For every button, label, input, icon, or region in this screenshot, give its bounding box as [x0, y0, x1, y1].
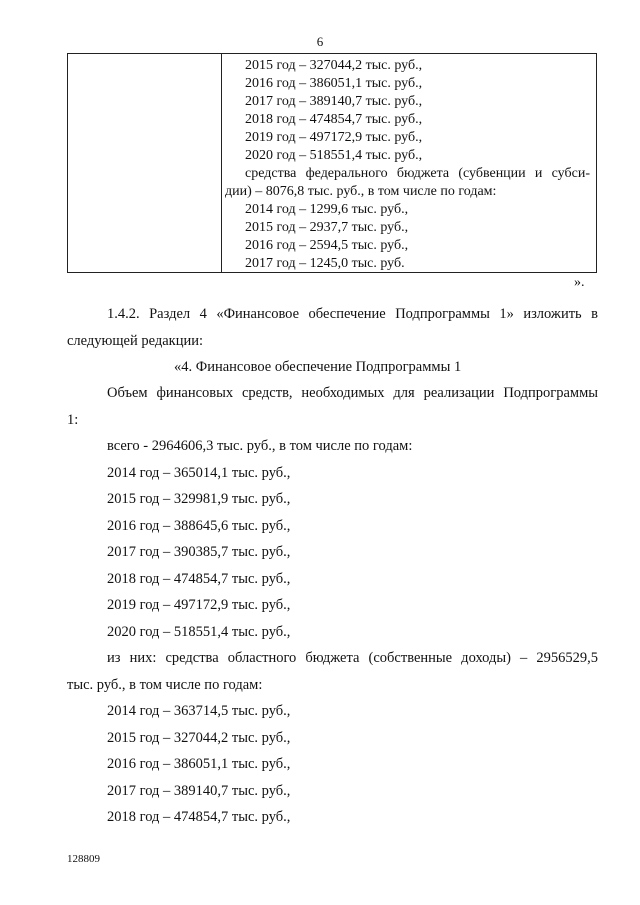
table-line: 2015 год – 2937,7 тыс. руб., — [245, 220, 409, 235]
section-heading: «4. Финансовое обеспечение Подпрограммы 1 — [174, 359, 462, 375]
year-amount-line: 2018 год – 474854,7 тыс. руб., — [107, 809, 291, 825]
amendment-line: следующей редакции: — [67, 333, 204, 349]
table-line: 2017 год – 389140,7 тыс. руб., — [245, 94, 423, 109]
table-line: 2015 год – 327044,2 тыс. руб., — [245, 58, 423, 73]
table-line: средства федерального бюджета (субвенции и субси- — [245, 166, 590, 181]
year-amount-line: 2015 год – 327044,2 тыс. руб., — [107, 730, 291, 746]
table-line: дии) – 8076,8 тыс. руб., в том числе по годам: — [225, 184, 497, 199]
table-line: 2020 год – 518551,4 тыс. руб., — [245, 148, 423, 163]
total-line: всего - 2964606,3 тыс. руб., в том числе по годам: — [107, 438, 413, 454]
year-amount-line: 2014 год – 365014,1 тыс. руб., — [107, 465, 291, 481]
regional-line: тыс. руб., в том числе по годам: — [67, 677, 263, 693]
volume-line: Объем финансовых средств, необходимых для реализации Подпрограммы — [107, 385, 598, 401]
year-amount-line: 2017 год – 389140,7 тыс. руб., — [107, 783, 291, 799]
footer-document-code: 128809 — [67, 853, 100, 865]
table-line: 2019 год – 497172,9 тыс. руб., — [245, 130, 423, 145]
page-number: 6 — [316, 34, 324, 49]
year-amount-line: 2018 год – 474854,7 тыс. руб., — [107, 571, 291, 587]
table-line: 2016 год – 2594,5 тыс. руб., — [245, 238, 409, 253]
year-amount-line: 2016 год – 388645,6 тыс. руб., — [107, 518, 291, 534]
year-amount-line: 2016 год – 386051,1 тыс. руб., — [107, 756, 291, 772]
year-amount-line: 2014 год – 363714,5 тыс. руб., — [107, 703, 291, 719]
year-amount-line: 2015 год – 329981,9 тыс. руб., — [107, 491, 291, 507]
year-amount-line: 2020 год – 518551,4 тыс. руб., — [107, 624, 291, 640]
volume-line: 1: — [67, 412, 79, 428]
amendment-line: 1.4.2. Раздел 4 «Финансовое обеспечение Подпрограммы 1» изложить в — [107, 306, 598, 322]
year-amount-line: 2019 год – 497172,9 тыс. руб., — [107, 597, 291, 613]
closing-quote: ». — [574, 275, 585, 290]
table-line: 2017 год – 1245,0 тыс. руб. — [245, 256, 405, 271]
table-column-divider — [221, 53, 222, 273]
table-line: 2016 год – 386051,1 тыс. руб., — [245, 76, 423, 91]
regional-line: из них: средства областного бюджета (собственные доходы) – 2956529,5 — [107, 650, 598, 666]
table-line: 2014 год – 1299,6 тыс. руб., — [245, 202, 409, 217]
year-amount-line: 2017 год – 390385,7 тыс. руб., — [107, 544, 291, 560]
table-line: 2018 год – 474854,7 тыс. руб., — [245, 112, 423, 127]
